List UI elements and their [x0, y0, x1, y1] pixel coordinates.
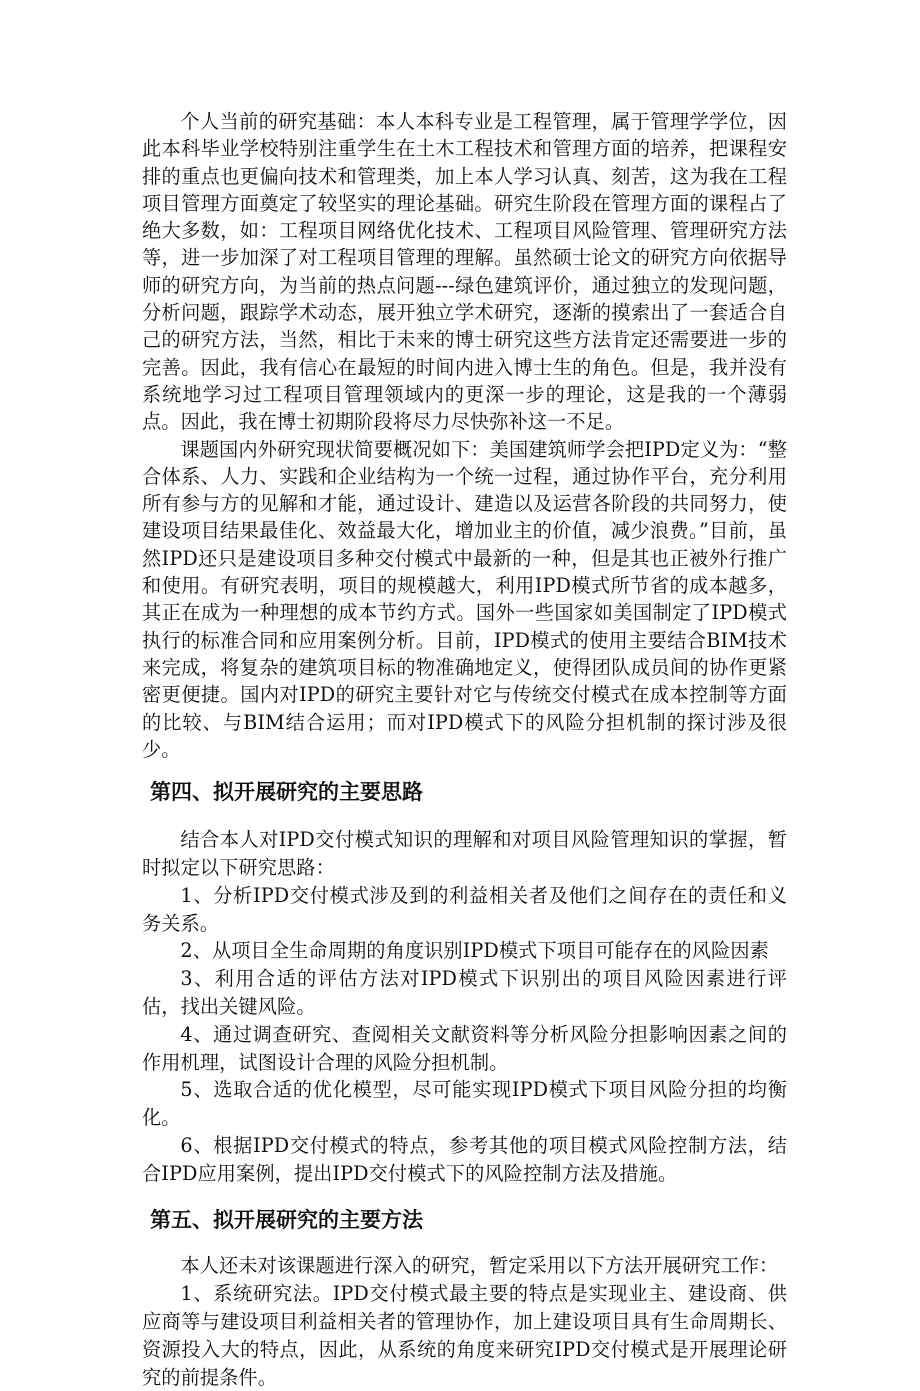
section-5-heading: 第五、拟开展研究的主要方法	[150, 1208, 423, 1233]
section-4-item: 3、利用合适的评估方法对IPD模式下识别出的项目风险因素进行评估，找出关键风险。	[142, 967, 787, 1018]
document-page	[142, 108, 787, 1391]
section-4	[142, 777, 787, 1187]
section-5-item: 1、系统研究法。IPD交付模式最主要的特点是实现业主、建设商、供应商等与建设项目利益相关者的管理协作，加上建设项目具有生命周期长、资源投入大的特点，因此，从系统的角度来研究IPD交付模式是开展理论研究的前提条件。	[142, 1282, 787, 1389]
section-5	[142, 1205, 787, 1391]
section-4-item: 6、根据IPD交付模式的特点，参考其他的项目模式风险控制方法，结合IPD应用案例，提出IPD交付模式下的风险控制方法及措施。	[142, 1133, 787, 1185]
section-4-item: 1、分析IPD交付模式涉及到的利益相关者及他们之间存在的责任和义务关系。	[142, 883, 787, 935]
research-basis-paragraph: 个人当前的研究基础：本人本科专业是工程管理，属于管理学学位，因此本科毕业学校特别注重学生在土木工程技术和管理方面的培养，把课程安排的重点也更偏向技术和管理类，加上本人学习认真、刻苦，这为我在工程项目管理方面奠定了较坚实的理论基础。研究生阶段在管理方面的课程占了绝大多数，如：工程项目网络优化技术、工程项目风险管理、管理研究方法等，进一步加深了对工程项目管理的理解。虽然硕士论文的研究方向依据导师的研究方向，为当前的热点问题---绿色建筑评价，通过独立的发现问题，分析问题，跟踪学术动态，展开独立学术研究，逐渐的摸索出了一套适合自己的研究方法，当然，相比于未来的博士研究这些方法肯定还需要进一步的完善。因此，我有信心在最短的时间内进入博士生的角色。但是，我并没有系统地学习过工程项目管理领域内的更深一步的理论，这是我的一个薄弱点。因此，我在博士初期阶段将尽力尽快弥补这一不足。	[142, 110, 787, 434]
section-5-intro: 本人还未对该课题进行深入的研究，暂定采用以下方法开展研究工作：	[180, 1254, 779, 1278]
section-4-item: 5、选取合适的优化模型，尽可能实现IPD模式下项目风险分担的均衡化。	[142, 1078, 787, 1130]
section-4-item: 4、通过调查研究、查阅相关文献资料等分析风险分担影响因素之间的作用机理，试图设计合理的风险分担机制。	[142, 1022, 787, 1074]
research-status-paragraph: 课题国内外研究现状简要概况如下：美国建筑师学会把IPD定义为：“整合体系、人力、实践和企业结构为一个统一过程，通过协作平台，充分利用所有参与方的见解和才能，通过设计、建造以及运营各阶段的共同努力，使建设项目结果最佳化、效益最大化，增加业主的价值，减少浪费。”目前，虽然IPD还只是建设项目多种交付模式中最新的一种，但是其也正被外行推广和使用。有研究表明，项目的规模越大，利用IPD模式所节省的成本越多，其正在成为一种理想的成本节约方式。国外一些国家如美国制定了IPD模式执行的标准合同和应用案例分析。目前，IPD模式的使用主要结合BIM技术来完成，将复杂的建筑项目标的物准确地定义，使得团队成员间的协作更紧密更便捷。国内对IPD的研究主要针对它与传统交付模式在成本控制等方面的比较、与BIM结合运用；而对IPD模式下的风险分担机制的探讨涉及很少。	[142, 437, 787, 761]
section-4-heading: 第四、拟开展研究的主要思路	[150, 780, 423, 805]
section-4-item: 2、从项目全生命周期的角度识别IPD模式下项目可能存在的风险因素	[180, 939, 769, 963]
section-4-intro: 结合本人对IPD交付模式知识的理解和对项目风险管理知识的掌握，暂时拟定以下研究思路：	[142, 828, 787, 879]
